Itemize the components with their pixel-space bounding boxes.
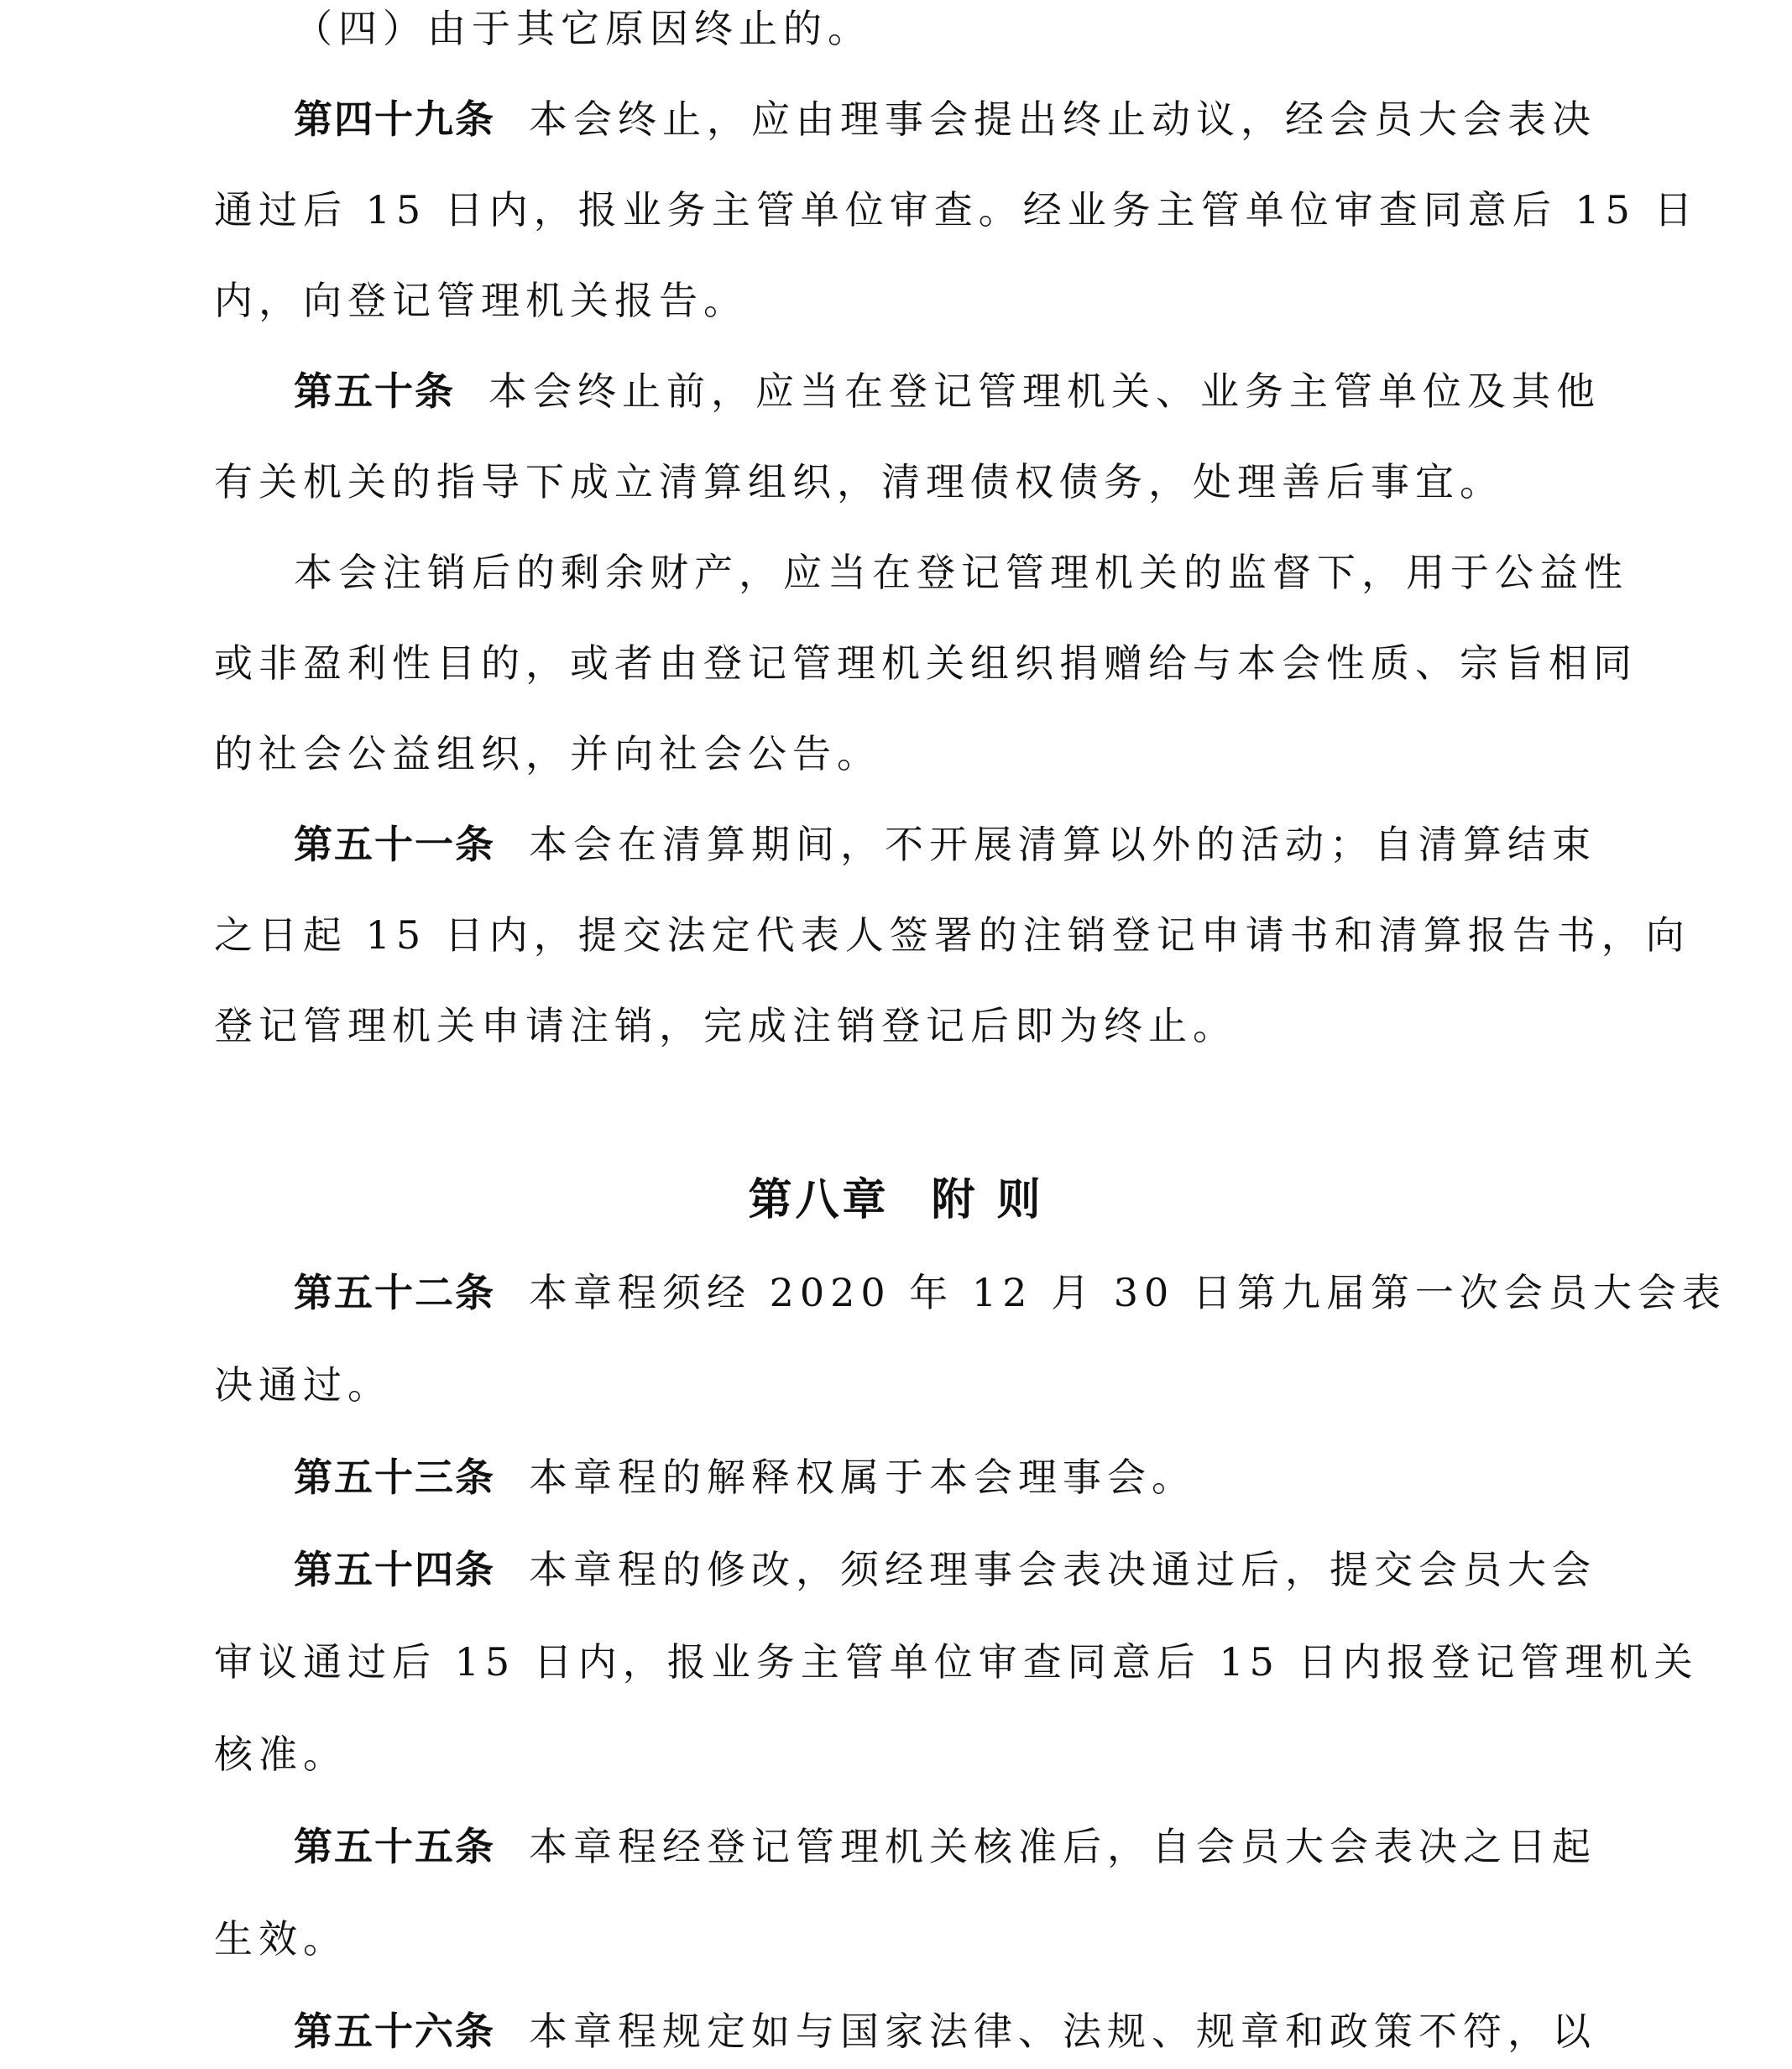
body-line [214, 729, 1582, 779]
body-line [214, 275, 1582, 326]
article-text: 本会终止前，应当在登记管理机关、业务主管单位及其他 [488, 368, 1601, 414]
article-heading: 第五十二条 [294, 1270, 495, 1315]
body-line [214, 1914, 1582, 1964]
clause-line [294, 3, 1582, 54]
body-text: 生效。 [214, 1916, 347, 1962]
body-text: 决通过。 [214, 1362, 392, 1408]
body-text: 本会注销后的剩余财产，应当在登记管理机关的监督下，用于公益性 [294, 550, 1628, 595]
body-text: 有关机关的指导下成立清算组织，清理债权债务，处理善后事宜。 [214, 459, 1504, 504]
article-text: 本章程经登记管理机关核准后，自会员大会表决之日起 [529, 1824, 1596, 1869]
article-54-line [294, 1544, 1596, 1595]
body-line [294, 547, 1628, 598]
body-text: 登记管理机关申请注销，完成注销登记后即为终止。 [214, 1003, 1237, 1048]
article-56-line [294, 2006, 1596, 2056]
body-text: 核准。 [214, 1732, 347, 1777]
body-text: 之日起 15 日内，提交法定代表人签署的注销登记申请书和清算报告书，向 [214, 912, 1690, 958]
article-text: 本会终止，应由理事会提出终止动议，经会员大会表决 [529, 97, 1596, 142]
article-51-line [294, 819, 1596, 870]
body-line [214, 910, 1690, 960]
article-heading: 第五十条 [294, 368, 455, 414]
body-text: 通过后 15 日内，报业务主管单位审查。经业务主管单位审查同意后 15 日 [214, 187, 1699, 233]
article-text: 本会在清算期间，不开展清算以外的活动；自清算结束 [529, 822, 1596, 867]
article-heading: 第五十三条 [294, 1455, 495, 1500]
article-heading: 第五十六条 [294, 2009, 495, 2054]
body-text: 内，向登记管理机关报告。 [214, 278, 748, 323]
chapter-number: 第八章 [748, 1175, 890, 1225]
article-heading: 第五十五条 [294, 1824, 495, 1869]
article-50-line [294, 366, 1601, 416]
article-text: 本章程须经 2020 年 12 月 30 日第九届第一次会员大会表 [529, 1270, 1727, 1315]
article-53-line [294, 1452, 1582, 1502]
article-55-line [294, 1821, 1596, 1872]
body-line [214, 1729, 1582, 1779]
body-line [214, 457, 1582, 507]
body-text: 审议通过后 15 日内，报业务主管单位审查同意后 15 日内报登记管理机关 [214, 1639, 1699, 1685]
body-text: 的社会公益组织，并向社会公告。 [214, 731, 881, 776]
article-52-line [294, 1267, 1727, 1318]
body-line [214, 638, 1638, 688]
article-text: 本章程规定如与国家法律、法规、规章和政策不符，以 [529, 2009, 1596, 2054]
article-text: 本章程的解释权属于本会理事会。 [529, 1455, 1196, 1500]
body-text: 或非盈利性目的，或者由登记管理机关组织捐赠给与本会性质、宗旨相同 [214, 640, 1638, 686]
chapter-title: 附 则 [931, 1175, 1044, 1225]
article-49-line [294, 94, 1596, 144]
chapter-heading [0, 1173, 1792, 1227]
article-heading: 第五十四条 [294, 1547, 495, 1592]
article-heading: 第四十九条 [294, 97, 495, 142]
article-heading: 第五十一条 [294, 822, 495, 867]
body-line [214, 1001, 1582, 1051]
clause-text: （四）由于其它原因终止的。 [294, 6, 872, 51]
article-text: 本章程的修改，须经理事会表决通过后，提交会员大会 [529, 1547, 1596, 1592]
body-line [214, 1360, 1582, 1410]
body-line [214, 1637, 1699, 1687]
body-line [214, 185, 1699, 235]
